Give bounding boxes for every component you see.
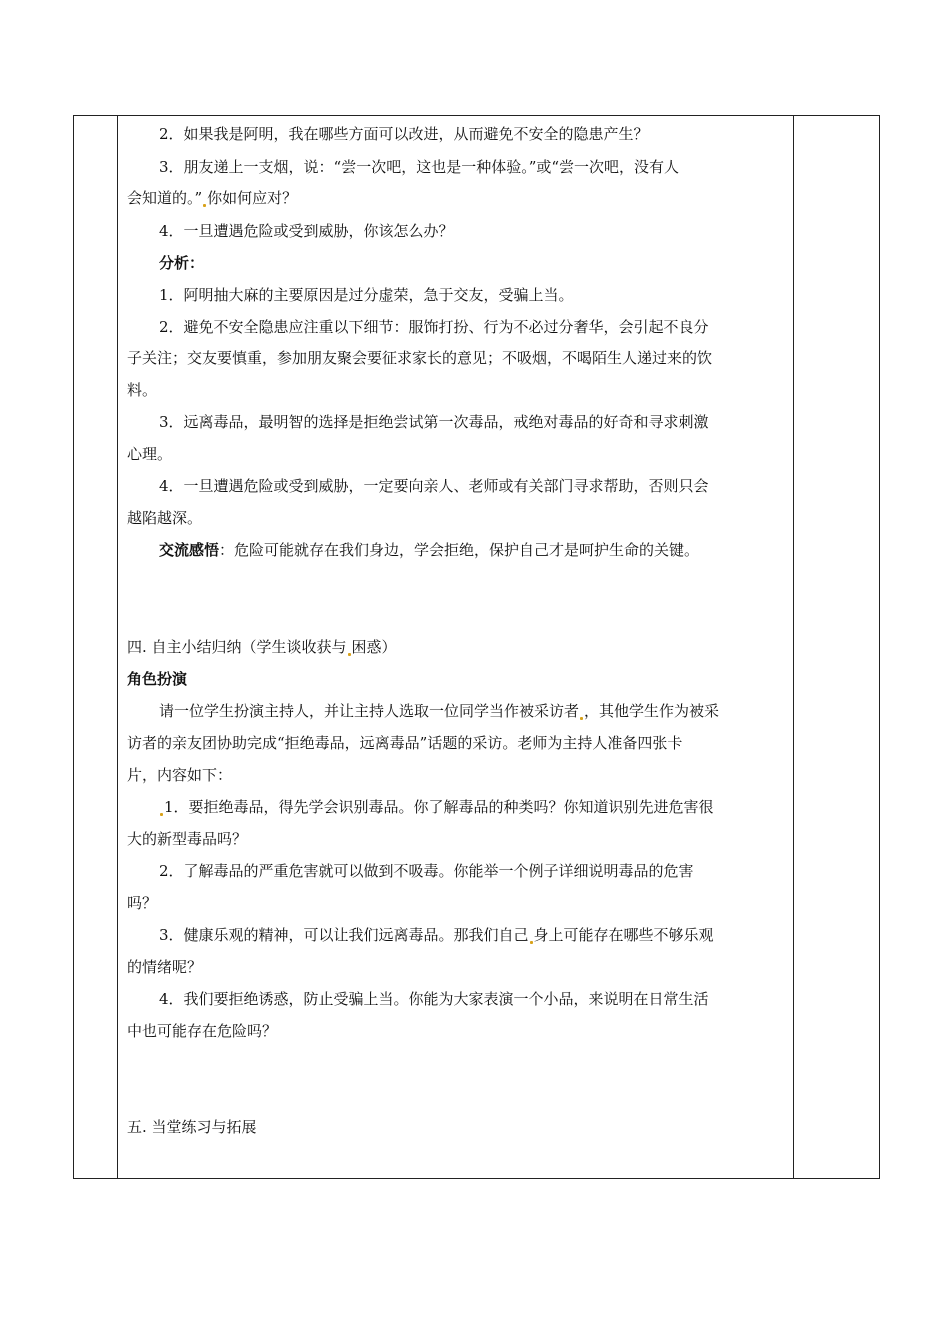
right-column-divider [793,116,794,1178]
reflection-label: 交流感悟 [159,541,220,559]
question-4: 4．一旦遭遇危险或受到威胁，你该怎么办？ [159,222,454,240]
edit-mark-icon [348,653,351,656]
analysis-2-line1: 2．避免不安全隐患应注重以下细节：服饰打扮、行为不必过分奢华，会引起不良分 [159,318,709,336]
card-3-line1 [159,925,714,945]
section-5-title: 五. 当堂练习与拓展 [127,1118,257,1136]
question-3-quote-end: 会知道的。” [127,189,203,207]
card-2-line1: 2．了解毒品的严重危害就可以做到不吸毒。你能举一个例子详细说明毒品的危害 [159,862,694,880]
section-4-title-a: 四. 自主小结归纳（学生谈收获与 [127,638,347,656]
card-1-line2: 大的新型毒品吗？ [127,830,248,848]
card-3-text-a: 3．健康乐观的精神，可以让我们远离毒品。那我们自己 [159,926,529,944]
analysis-3-line2: 心理。 [127,445,173,463]
edit-mark-icon [530,941,533,944]
role-play-intro-line1 [159,701,719,721]
question-2: 2．如果我是阿明，我在哪些方面可以改进，从而避免不安全的隐患产生？ [159,125,649,143]
question-3-line1: 3．朋友递上一支烟，说：“尝一次吧，这也是一种体验。”或“尝一次吧，没有人 [159,158,680,176]
role-play-intro-a: 请一位学生扮演主持人，并让主持人选取一位同学当作被采访者 [159,702,580,720]
card-4-line1: 4．我们要拒绝诱惑，防止受骗上当。你能为大家表演一个小品，来说明在日常生活 [159,990,709,1008]
card-4-line2: 中也可能存在危险吗？ [127,1022,278,1040]
section-4-title [127,637,397,657]
role-play-heading: 角色扮演 [127,670,188,688]
edit-mark-icon [203,204,206,207]
edit-mark-icon [160,813,163,816]
role-play-intro-line2: 访者的亲友团协助完成“拒绝毒品，远离毒品”话题的采访。老师为主持人准备四张卡 [127,734,683,752]
analysis-4-line2: 越陷越深。 [127,509,203,527]
role-play-intro-b: ，其他学生作为被采 [584,702,720,720]
card-3-line2: 的情绪呢？ [127,958,203,976]
card-2-line2: 吗？ [127,894,158,912]
analysis-heading: 分析： [159,254,205,272]
section-4-title-b: 困惑） [351,638,397,656]
left-column-divider [117,116,118,1178]
card-1-line1 [159,797,714,817]
analysis-3-line1: 3．远离毒品，最明智的选择是拒绝尝试第一次毒品，戒绝对毒品的好奇和寻求刺激 [159,413,709,431]
analysis-2-line2: 子关注；交友要慎重，参加朋友聚会要征求家长的意见；不吸烟，不喝陌生人递过来的饮 [127,349,713,367]
analysis-2-line3: 料。 [127,381,158,399]
role-play-intro-line3: 片，内容如下： [127,766,233,784]
question-3-prompt: 你如何应对？ [207,189,298,207]
card-3-text-b: 身上可能存在哪些不够乐观 [533,926,714,944]
reflection-text: ：危险可能就存在我们身边，学会拒绝，保护自己才是呵护生命的关键。 [219,541,700,559]
reflection [159,540,699,560]
analysis-1: 1．阿明抽大麻的主要原因是过分虚荣，急于交友，受骗上当。 [159,286,574,304]
question-3-line2 [127,188,297,208]
edit-mark-icon [580,717,583,720]
card-1-text: 1．要拒绝毒品，得先学会识别毒品。你了解毒品的种类吗？你知道识别先进危害很 [164,798,714,816]
analysis-4-line1: 4．一旦遭遇危险或受到威胁，一定要向亲人、老师或有关部门寻求帮助，否则只会 [159,477,709,495]
